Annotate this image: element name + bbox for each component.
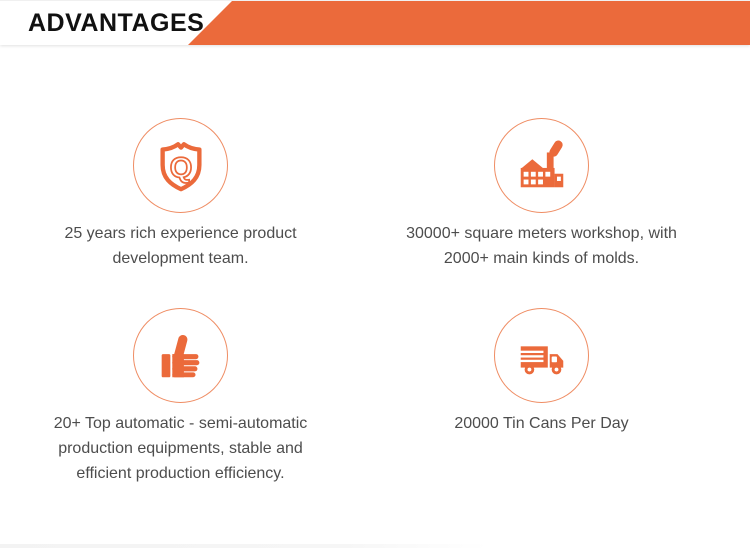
advantage-card-capacity [361, 308, 722, 486]
icon-circle [133, 118, 228, 213]
card-text-line: 30000+ square meters workshop, with [406, 225, 677, 242]
truck-icon [513, 327, 571, 385]
section-header [0, 0, 750, 45]
icon-circle [494, 308, 589, 403]
header-accent-shape [188, 1, 750, 45]
card-text-line: development team. [112, 250, 249, 267]
section-title: ADVANTAGES [28, 9, 205, 37]
card-text-line: efficient production efficiency. [76, 465, 285, 482]
card-text [54, 411, 308, 486]
card-text [454, 411, 628, 436]
card-text [406, 221, 677, 271]
icon-circle [133, 308, 228, 403]
card-text-line: production equipments, stable and [58, 440, 303, 457]
shield-quality-icon [152, 137, 210, 195]
advantage-card-equipment [0, 308, 361, 486]
card-text-line: 20+ Top automatic - semi-automatic [53, 415, 308, 432]
advantage-card-workshop [361, 118, 722, 271]
card-text-line: 25 years rich experience product [64, 225, 297, 242]
card-text-line: 2000+ main kinds of molds. [443, 250, 640, 267]
factory-icon [513, 137, 571, 195]
thumbs-up-icon [152, 327, 210, 385]
advantages-grid [0, 45, 722, 486]
card-text [64, 221, 296, 271]
icon-circle [494, 118, 589, 213]
quality-letter: Q [169, 152, 192, 185]
card-text-line: 20000 Tin Cans Per Day [454, 415, 629, 432]
section-bottom-divider [0, 544, 488, 548]
advantage-card-experience [0, 118, 361, 271]
